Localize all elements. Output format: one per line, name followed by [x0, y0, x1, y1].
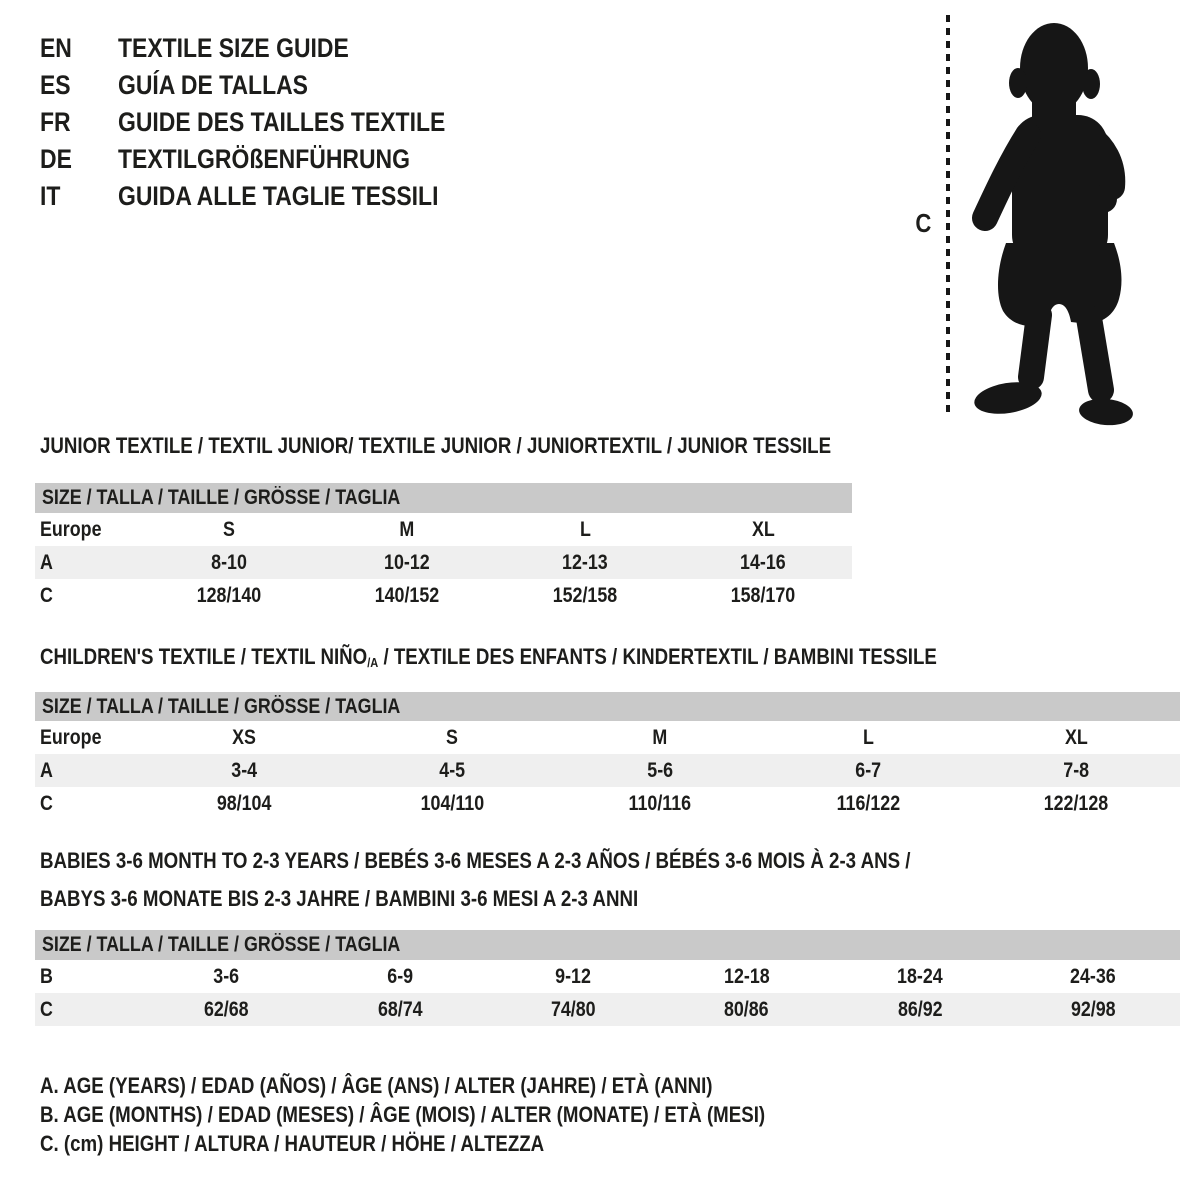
header-language-row: [40, 33, 940, 63]
row-label: A: [40, 758, 53, 782]
height-cell: 122/128: [1043, 791, 1109, 815]
height-cell: 158/170: [730, 583, 796, 607]
row-label: Europe: [40, 517, 102, 541]
size-cell: S: [446, 725, 458, 749]
months-cell: 3-6: [213, 964, 240, 988]
guide-title: GUIDE DES TAILLES TEXTILE: [118, 107, 446, 137]
row-label: C: [40, 997, 53, 1021]
language-code: ES: [40, 70, 71, 100]
size-cell: M: [652, 725, 668, 749]
height-cell: 110/116: [628, 791, 692, 815]
height-cell: 86/92: [897, 997, 943, 1021]
age-cell: 6-7: [855, 758, 881, 782]
toddler-silhouette-image: [968, 15, 1138, 430]
row-label: B: [40, 964, 53, 988]
header-language-row: [40, 181, 940, 211]
months-cell: 12-18: [723, 964, 770, 988]
legend-line-a: [40, 1073, 831, 1099]
months-cell: 9-12: [555, 964, 592, 988]
age-cell: 7-8: [1063, 758, 1089, 782]
size-cell: XS: [232, 725, 256, 749]
guide-title: TEXTILE SIZE GUIDE: [118, 33, 349, 63]
language-code: FR: [40, 107, 71, 137]
guide-title: TEXTILGRÖßENFÜHRUNG: [118, 144, 410, 174]
legend-line-c: [40, 1131, 633, 1157]
age-cell: 12-13: [562, 550, 608, 574]
size-header-band-text: SIZE / TALLA / TAILLE / GRÖSSE / TAGLIA: [42, 933, 401, 956]
babies-section-title-line2: [40, 886, 744, 912]
table-row-age: [35, 754, 1180, 787]
guide-title: GUIDA ALLE TAGLIE TESSILI: [118, 181, 439, 211]
height-measure-dashed-line: [946, 15, 950, 415]
language-code: IT: [40, 181, 61, 211]
children-section-title-text: [40, 644, 937, 676]
size-header-band: [35, 483, 852, 513]
months-cell: 18-24: [897, 964, 943, 988]
children-size-table: [35, 692, 1180, 820]
height-cell: 98/104: [216, 791, 272, 815]
title-post: / TEXTILE DES ENFANTS / KINDERTEXTIL / BAMBINI TESSILE: [378, 644, 937, 669]
size-cell: XL: [751, 517, 775, 541]
babies-section-title-text: BABIES 3-6 MONTH TO 2-3 YEARS / BEBÉS 3-6 MESES A 2-3 AÑOS / BÉBÉS 3-6 MOIS À 2-3 ANS /: [40, 848, 911, 873]
height-cell: 68/74: [377, 997, 423, 1021]
junior-size-table: [35, 483, 852, 612]
height-cell: 116/122: [836, 791, 900, 815]
months-cell: 24-36: [1070, 964, 1117, 988]
height-measure-label: C: [915, 208, 932, 238]
babies-section-title-text: BABYS 3-6 MONATE BIS 2-3 JAHRE / BAMBINI 3-6 MESI A 2-3 ANNI: [40, 886, 639, 911]
row-label: C: [40, 791, 53, 815]
row-label: Europe: [40, 725, 102, 749]
junior-section-title: [40, 433, 971, 459]
language-code: DE: [40, 144, 72, 174]
age-cell: 4-5: [439, 758, 465, 782]
table-row-height: [35, 993, 1180, 1026]
header-language-row: [40, 70, 940, 100]
size-cell: L: [862, 725, 874, 749]
age-cell: 5-6: [647, 758, 673, 782]
height-cell: 62/68: [204, 997, 249, 1021]
height-cell: 80/86: [724, 997, 769, 1021]
size-header-band: [35, 930, 1180, 960]
height-cell: 140/152: [374, 583, 440, 607]
height-cell: 104/110: [420, 791, 484, 815]
junior-section-title-text: JUNIOR TEXTILE / TEXTIL JUNIOR/ TEXTILE JUNIOR / JUNIORTEXTIL / JUNIOR TESSILE: [40, 433, 832, 458]
guide-title: GUÍA DE TALLAS: [118, 70, 308, 100]
legend-text: A. AGE (YEARS) / EDAD (AÑOS) / ÂGE (ANS) / ALTER (JAHRE) / ETÀ (ANNI): [40, 1073, 713, 1098]
size-cell: XL: [1064, 725, 1088, 749]
header-language-row: [40, 144, 940, 174]
babies-size-table: [35, 930, 1180, 1026]
children-section-title: [40, 644, 1095, 676]
size-header-band-text: SIZE / TALLA / TAILLE / GRÖSSE / TAGLIA: [42, 486, 401, 509]
legend-line-b: [40, 1102, 893, 1128]
babies-section-title-line1: [40, 848, 1064, 874]
table-row-height: [35, 579, 852, 612]
table-row-europe: [35, 721, 1180, 754]
height-cell: 74/80: [550, 997, 596, 1021]
height-cell: 128/140: [196, 583, 262, 607]
table-row-height: [35, 787, 1180, 820]
size-header-band: [35, 692, 1180, 721]
size-cell: M: [399, 517, 415, 541]
size-header-band-text: SIZE / TALLA / TAILLE / GRÖSSE / TAGLIA: [42, 694, 401, 718]
height-cell: 152/158: [552, 583, 618, 607]
size-cell: L: [579, 517, 591, 541]
row-label: A: [40, 550, 53, 574]
language-code: EN: [40, 33, 72, 63]
age-cell: 14-16: [740, 550, 786, 574]
age-cell: 3-4: [231, 758, 257, 782]
header-language-row: [40, 107, 940, 137]
months-cell: 6-9: [387, 964, 413, 988]
legend-text: C. (cm) HEIGHT / ALTURA / HAUTEUR / HÖHE / ALTEZZA: [40, 1131, 545, 1156]
row-label: C: [40, 583, 53, 607]
age-cell: 8-10: [211, 550, 247, 574]
size-cell: S: [223, 517, 235, 541]
table-row-europe: [35, 513, 852, 546]
age-cell: 10-12: [384, 550, 430, 574]
table-row-months: [35, 960, 1180, 993]
title-pre: CHILDREN'S TEXTILE / TEXTIL NIÑO: [40, 644, 368, 669]
title-subscript: /A: [367, 655, 379, 670]
height-cell: 92/98: [1070, 997, 1116, 1021]
table-row-age: [35, 546, 852, 579]
legend-text: B. AGE (MONTHS) / EDAD (MESES) / ÂGE (MOIS) / ALTER (MONATE) / ETÀ (MESI): [40, 1102, 766, 1127]
